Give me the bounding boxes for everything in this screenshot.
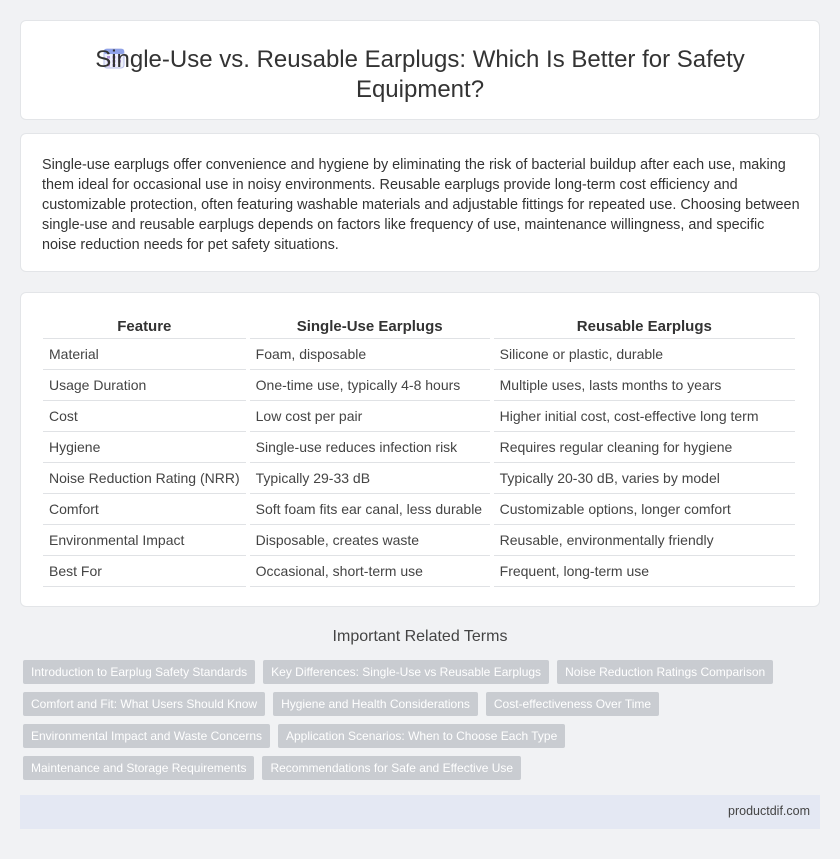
related-terms-title: Important Related Terms <box>332 628 508 645</box>
related-term-tag[interactable]: Introduction to Earplug Safety Standards <box>23 660 255 684</box>
related-terms-list <box>23 660 803 780</box>
cell-single-use: Low cost per pair <box>250 401 490 432</box>
related-term-tag[interactable]: Recommendations for Safe and Effective Use <box>262 756 521 780</box>
intro-paragraph: Single-use earplugs offer convenience and hygiene by eliminating the risk of bacterial buildup after each use, making them ideal for occasional use in noisy environments. Reusable earplugs provide long-term cost efficiency and customizable protection, often featuring washable materials and adjustable fittings for repeated use. Choosing between single-use and reusable earplugs depends on factors like frequency of use, maintenance willingness, and specific noise reduction needs for pet safety situations. <box>42 157 800 253</box>
column-header-reusable: Reusable Earplugs <box>494 316 795 339</box>
cell-reusable: Typically 20-30 dB, varies by model <box>494 463 795 494</box>
cell-single-use: Soft foam fits ear canal, less durable <box>250 494 490 525</box>
cell-reusable: Frequent, long-term use <box>494 556 795 587</box>
footer-site-link[interactable]: productdif.com <box>728 804 810 818</box>
related-term-tag[interactable]: Maintenance and Storage Requirements <box>23 756 254 780</box>
related-term-tag[interactable]: Comfort and Fit: What Users Should Know <box>23 692 265 716</box>
cell-feature: Material <box>43 339 246 370</box>
cell-feature: Noise Reduction Rating (NRR) <box>43 463 246 494</box>
cell-reusable: Silicone or plastic, durable <box>494 339 795 370</box>
cell-reusable: Higher initial cost, cost-effective long term <box>494 401 795 432</box>
cell-single-use: One-time use, typically 4-8 hours <box>250 370 490 401</box>
cell-single-use: Typically 29-33 dB <box>250 463 490 494</box>
cell-feature: Comfort <box>43 494 246 525</box>
cell-single-use: Single-use reduces infection risk <box>250 432 490 463</box>
table-row <box>43 401 795 432</box>
page-title: Single-Use vs. Reusable Earplugs: Which Is Better for Safety Equipment? <box>95 46 745 103</box>
table-row <box>43 494 795 525</box>
header-card <box>20 20 820 120</box>
related-term-tag[interactable]: Environmental Impact and Waste Concerns <box>23 724 270 748</box>
cell-feature: Best For <box>43 556 246 587</box>
comparison-table <box>43 316 795 587</box>
table-header-row <box>43 316 795 339</box>
table-row <box>43 432 795 463</box>
cell-feature: Hygiene <box>43 432 246 463</box>
table-row <box>43 525 795 556</box>
footer <box>20 795 820 829</box>
table-row <box>43 339 795 370</box>
cell-feature: Cost <box>43 401 246 432</box>
cell-single-use: Foam, disposable <box>250 339 490 370</box>
cell-reusable: Multiple uses, lasts months to years <box>494 370 795 401</box>
cell-reusable: Customizable options, longer comfort <box>494 494 795 525</box>
table-row <box>43 463 795 494</box>
cell-single-use: Disposable, creates waste <box>250 525 490 556</box>
related-term-tag[interactable]: Hygiene and Health Considerations <box>273 692 478 716</box>
column-header-single-use: Single-Use Earplugs <box>250 316 490 339</box>
cell-feature: Usage Duration <box>43 370 246 401</box>
column-header-feature: Feature <box>43 316 246 339</box>
related-term-tag[interactable]: Key Differences: Single-Use vs Reusable Earplugs <box>263 660 549 684</box>
intro-card <box>20 133 820 272</box>
table-row <box>43 556 795 587</box>
cell-single-use: Occasional, short-term use <box>250 556 490 587</box>
related-term-tag[interactable]: Application Scenarios: When to Choose Each Type <box>278 724 565 748</box>
comparison-table-card <box>20 292 820 607</box>
cell-reusable: Requires regular cleaning for hygiene <box>494 432 795 463</box>
related-term-tag[interactable]: Noise Reduction Ratings Comparison <box>557 660 773 684</box>
related-term-tag[interactable]: Cost-effectiveness Over Time <box>486 692 659 716</box>
table-row <box>43 370 795 401</box>
cell-feature: Environmental Impact <box>43 525 246 556</box>
cell-reusable: Reusable, environmentally friendly <box>494 525 795 556</box>
